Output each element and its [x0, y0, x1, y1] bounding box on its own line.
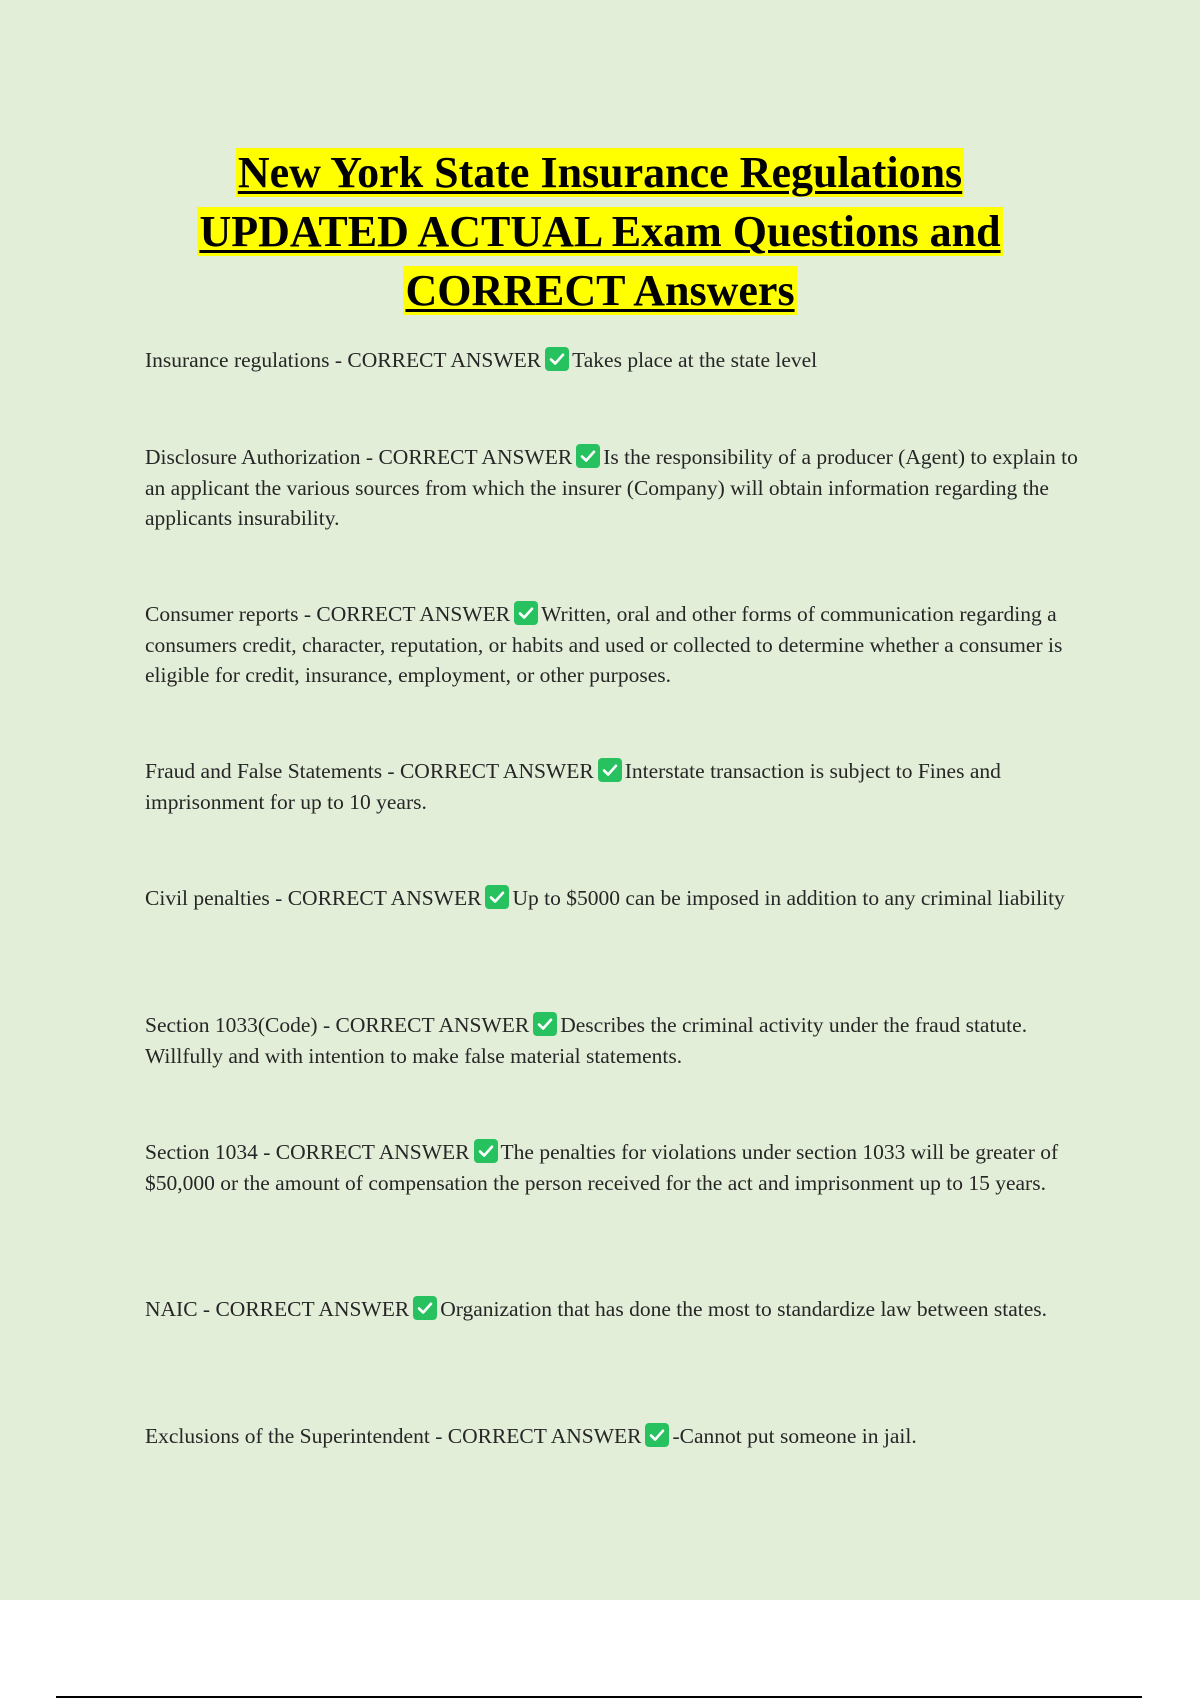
qa-term: Fraud and False Statements - [145, 759, 400, 783]
qa-answer: Is the responsibility of a producer (Agent) to explain to an applicant the various sources from which the insurer (Company) will obtain information regarding the applicants insurability. [145, 445, 1078, 530]
qa-item [145, 1294, 1080, 1325]
qa-item [145, 345, 1080, 376]
correct-answer-label: CORRECT ANSWER [215, 1297, 410, 1321]
qa-item [145, 883, 1080, 914]
check-mark-icon [645, 1423, 669, 1447]
correct-answer-label: CORRECT ANSWER [347, 348, 542, 372]
qa-answer: -Cannot put someone in jail. [672, 1424, 917, 1448]
correct-answer-label: CORRECT ANSWER [335, 1013, 530, 1037]
correct-answer-label: CORRECT ANSWER [399, 759, 594, 783]
qa-item [145, 599, 1080, 691]
check-mark-icon [545, 347, 569, 371]
qa-answer: Written, oral and other forms of communication regarding a consumers credit, character, reputation, or habits and used or collected to determine whether a consumer is eligible for credit, insurance, employment, or other purposes. [145, 602, 1063, 687]
qa-term: NAIC - [145, 1297, 216, 1321]
title-line-2: UPDATED ACTUAL Exam Questions and [199, 207, 1001, 256]
qa-term: Insurance regulations - [145, 348, 348, 372]
check-mark-icon [533, 1012, 557, 1036]
qa-term: Consumer reports - [145, 602, 317, 626]
correct-answer-label: CORRECT ANSWER [447, 1424, 642, 1448]
qa-answer: Up to $5000 can be imposed in addition to any criminal liability [512, 886, 1065, 910]
title-line-1: New York State Insurance Regulations [237, 148, 963, 197]
qa-item [145, 442, 1080, 534]
qa-answer: Takes place at the state level [572, 348, 818, 372]
qa-term: Civil penalties - [145, 886, 288, 910]
check-mark-icon [514, 601, 538, 625]
check-mark-icon [485, 885, 509, 909]
qa-term: Exclusions of the Superintendent - [145, 1424, 448, 1448]
correct-answer-label: CORRECT ANSWER [287, 886, 482, 910]
qa-answer: Organization that has done the most to standardize law between states. [440, 1297, 1048, 1321]
qa-item [145, 1010, 1080, 1071]
qa-term: Disclosure Authorization - [145, 445, 379, 469]
document-title [100, 143, 1100, 320]
qa-answer: Interstate transaction is subject to Fines and imprisonment for up to 10 years. [145, 759, 1001, 814]
check-mark-icon [413, 1296, 437, 1320]
check-mark-icon [598, 758, 622, 782]
qa-term: Section 1034 - [145, 1140, 276, 1164]
qa-item [145, 1421, 1080, 1452]
qa-answer: Describes the criminal activity under the fraud statute. Willfully and with intention to make false material statements. [145, 1013, 1028, 1068]
qa-item [145, 1137, 1080, 1198]
check-mark-icon [474, 1139, 498, 1163]
title-line-3: CORRECT Answers [405, 266, 795, 315]
correct-answer-label: CORRECT ANSWER [316, 602, 511, 626]
check-mark-icon [576, 444, 600, 468]
correct-answer-label: CORRECT ANSWER [378, 445, 573, 469]
qa-answer: The penalties for violations under section 1033 will be greater of $50,000 or the amount of compensation the person received for the act and imprisonment up to 15 years. [145, 1140, 1059, 1195]
correct-answer-label: CORRECT ANSWER [275, 1140, 470, 1164]
footer-divider [56, 1696, 1142, 1698]
qa-term: Section 1033(Code) - [145, 1013, 336, 1037]
qa-item [145, 756, 1080, 817]
